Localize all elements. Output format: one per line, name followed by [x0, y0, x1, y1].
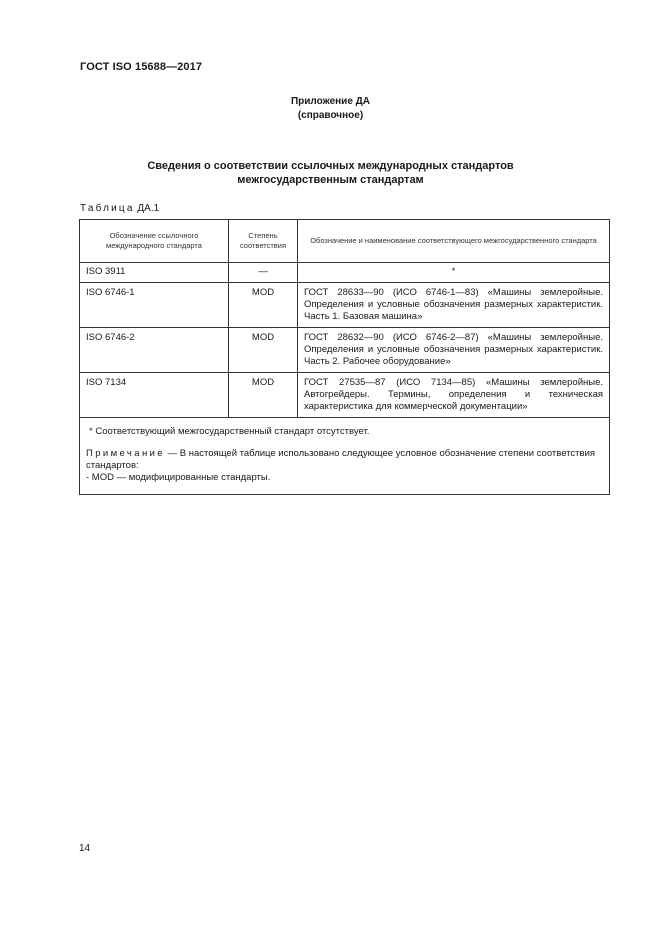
cell-national: ГОСТ 28633—90 (ИСО 6746-1—83) «Машины землеройные. Определения и условные обозначения размерных характеристик. Часть 1. Базовая машина» [298, 283, 610, 328]
cell-ref: ISO 3911 [80, 263, 229, 283]
cell-degree: MOD [229, 283, 298, 328]
appendix-subtitle: (справочное) [297, 110, 364, 121]
cell-national: ГОСТ 27535—87 (ИСО 7134—85) «Машины землеройные. Автогрейдеры. Термины, определения и техническая характеристика для коммерческой документации» [298, 373, 610, 418]
column-header-ref: Обозначение ссылочного международного стандарта [80, 220, 229, 263]
table-notes [80, 418, 610, 495]
table-row [80, 373, 610, 418]
section-title-line2: межгосударственным стандартам [237, 174, 424, 186]
cell-degree: MOD [229, 373, 298, 418]
table-header-row [80, 220, 610, 263]
table-row [80, 263, 610, 283]
column-header-national: Обозначение и наименование соответствующего межгосударственного стандарта [298, 220, 610, 263]
cell-ref: ISO 6746-2 [80, 328, 229, 373]
document-header: ГОСТ ISO 15688—2017 [80, 61, 203, 73]
note-text: — В настоящей таблице использовано следующее условное обозначение степени соответствия стандартов: [86, 448, 596, 471]
section-title [0, 159, 661, 187]
table-note [86, 448, 603, 472]
cell-national: * [298, 263, 610, 283]
column-header-degree: Степень соответствия [229, 220, 298, 263]
appendix-heading [0, 95, 661, 123]
standards-table [79, 219, 610, 495]
page-number: 14 [79, 843, 91, 854]
table-row [80, 328, 610, 373]
table-notes-row [80, 418, 610, 495]
cell-ref: ISO 6746-1 [80, 283, 229, 328]
cell-degree: — [229, 263, 298, 283]
appendix-title: Приложение ДА [290, 96, 371, 107]
table-caption-number: ДА.1 [137, 203, 160, 214]
note-item: - MOD — модифицированные стандарты. [86, 472, 271, 483]
section-title-line1: Сведения о соответствии ссылочных международных стандартов [147, 160, 514, 172]
table-footnote: * Соответствующий межгосударственный стандарт отсутствует. [89, 426, 370, 437]
table-row [80, 283, 610, 328]
note-label: Примечание [86, 448, 165, 459]
cell-ref: ISO 7134 [80, 373, 229, 418]
table-caption [80, 203, 159, 214]
table-caption-label: Таблица [80, 203, 135, 214]
cell-national: ГОСТ 28632—90 (ИСО 6746-2—87) «Машины землеройные. Определения и условные обозначения размерных характеристик. Часть 2. Рабочее оборудование» [298, 328, 610, 373]
cell-degree: MOD [229, 328, 298, 373]
